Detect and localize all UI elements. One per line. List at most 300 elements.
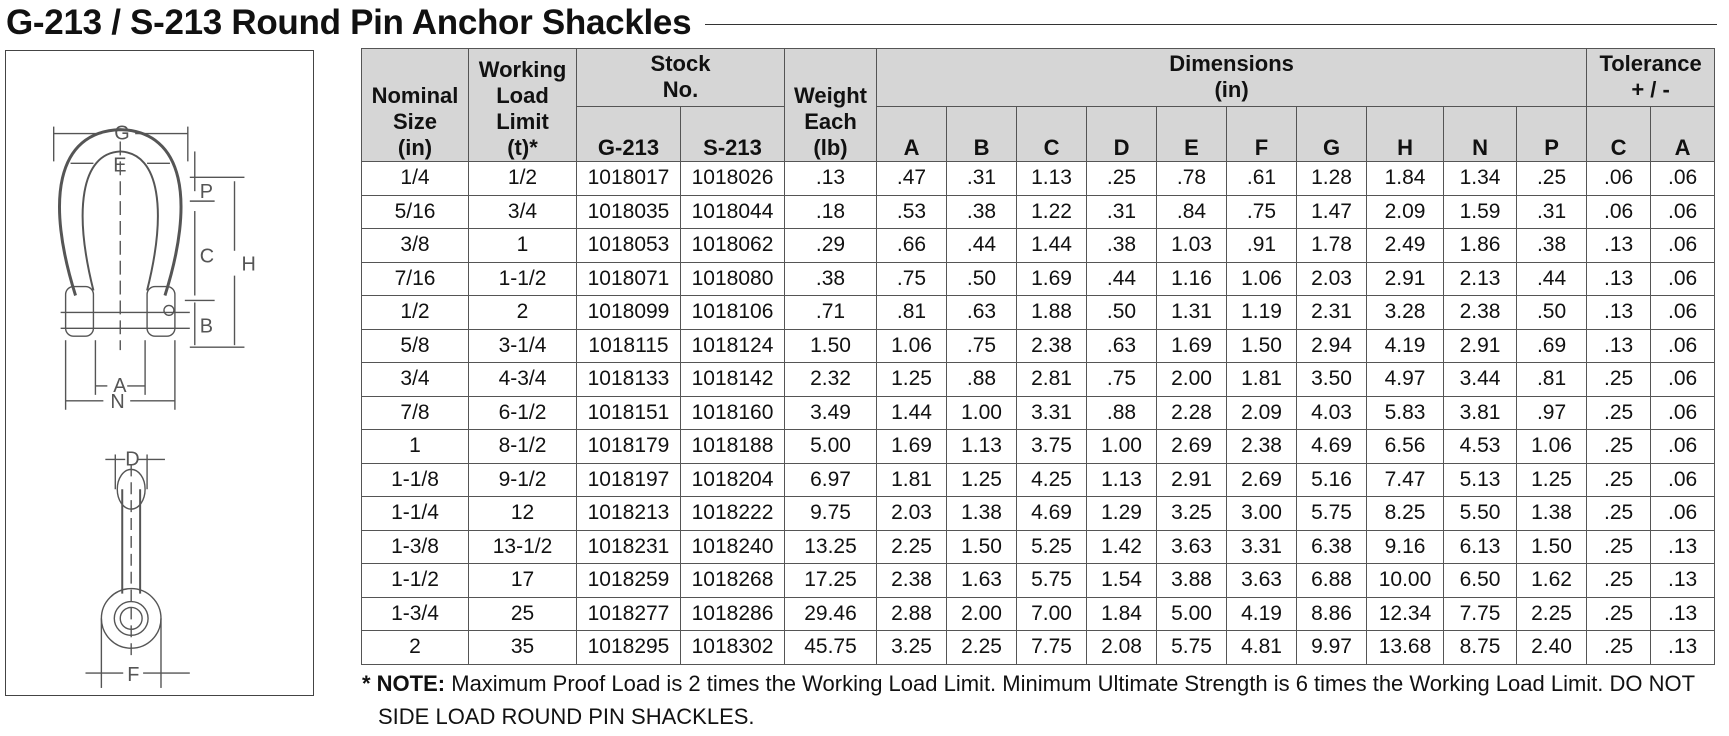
- table-cell: .69: [1517, 329, 1587, 363]
- diagram-label-d: D: [125, 448, 140, 471]
- table-cell: .06: [1651, 463, 1715, 497]
- table-cell: 1.19: [1227, 296, 1297, 330]
- diagram-label-c: C: [199, 245, 215, 268]
- table-cell: 6-1/2: [469, 396, 577, 430]
- table-row: [362, 296, 1715, 330]
- table-cell: 3-1/4: [469, 329, 577, 363]
- table-cell: 3.49: [785, 396, 877, 430]
- table-cell: .13: [1651, 530, 1715, 564]
- table-cell: .84: [1157, 195, 1227, 229]
- table-cell: 2.03: [1297, 262, 1367, 296]
- table-cell: .25: [1587, 396, 1651, 430]
- table-cell: 5.13: [1444, 463, 1517, 497]
- col-dim-f: F: [1227, 107, 1297, 162]
- table-cell: .06: [1651, 430, 1715, 464]
- table-cell: 1018277: [577, 597, 681, 631]
- table-cell: .25: [1587, 463, 1651, 497]
- table-cell: 25: [469, 597, 577, 631]
- table-cell: 1018099: [577, 296, 681, 330]
- table-cell: .13: [785, 162, 877, 196]
- table-cell: .06: [1651, 229, 1715, 263]
- col-dim-a: A: [877, 107, 947, 162]
- table-cell: 1.54: [1087, 564, 1157, 598]
- table-cell: 2.03: [877, 497, 947, 531]
- table-cell: 1/2: [362, 296, 469, 330]
- table-cell: 1-1/4: [362, 497, 469, 531]
- shackle-diagram: [5, 50, 314, 696]
- table-row: [362, 162, 1715, 196]
- table-cell: 4.19: [1367, 329, 1444, 363]
- table-cell: .38: [947, 195, 1017, 229]
- table-cell: 1.78: [1297, 229, 1367, 263]
- table-cell: 2.09: [1227, 396, 1297, 430]
- table-cell: 1.16: [1157, 262, 1227, 296]
- table-cell: 1.03: [1157, 229, 1227, 263]
- table-cell: 2.09: [1367, 195, 1444, 229]
- col-dim-n: N: [1444, 107, 1517, 162]
- table-cell: .25: [1517, 162, 1587, 196]
- col-dim-c: C: [1017, 107, 1087, 162]
- table-row: [362, 597, 1715, 631]
- diagram-label-f: F: [127, 663, 140, 686]
- table-cell: 2.28: [1157, 396, 1227, 430]
- table-cell: 1.62: [1517, 564, 1587, 598]
- table-cell: 13-1/2: [469, 530, 577, 564]
- table-cell: 1.84: [1087, 597, 1157, 631]
- table-cell: .25: [1587, 564, 1651, 598]
- shackle-drawing: [6, 51, 313, 695]
- table-cell: 1: [469, 229, 577, 263]
- table-cell: .25: [1587, 530, 1651, 564]
- table-cell: 2.38: [1444, 296, 1517, 330]
- title-rule: [705, 24, 1717, 25]
- table-cell: 1-1/2: [362, 564, 469, 598]
- table-cell: 1.47: [1297, 195, 1367, 229]
- diagram-label-h: H: [241, 253, 256, 276]
- table-cell: 2.00: [947, 597, 1017, 631]
- table-cell: 1018188: [681, 430, 785, 464]
- table-cell: 8-1/2: [469, 430, 577, 464]
- table-cell: 2.88: [877, 597, 947, 631]
- table-body: [362, 162, 1715, 665]
- table-row: [362, 530, 1715, 564]
- table-cell: .50: [1087, 296, 1157, 330]
- table-cell: .66: [877, 229, 947, 263]
- table-cell: 6.13: [1444, 530, 1517, 564]
- table-cell: 2.25: [1517, 597, 1587, 631]
- table-cell: 1018302: [681, 631, 785, 665]
- table-cell: 4.69: [1297, 430, 1367, 464]
- table-cell: 3.25: [877, 631, 947, 665]
- table-cell: 1.59: [1444, 195, 1517, 229]
- table-cell: 1.38: [947, 497, 1017, 531]
- table-cell: 1.25: [947, 463, 1017, 497]
- table-row: [362, 229, 1715, 263]
- table-cell: .88: [947, 363, 1017, 397]
- table-cell: 1-3/8: [362, 530, 469, 564]
- table-cell: 2.40: [1517, 631, 1587, 665]
- table-cell: 1.84: [1367, 162, 1444, 196]
- table-cell: 7.75: [1017, 631, 1087, 665]
- table-cell: .81: [1517, 363, 1587, 397]
- table-cell: 1018259: [577, 564, 681, 598]
- table-cell: 5.75: [1017, 564, 1087, 598]
- table-cell: 10.00: [1367, 564, 1444, 598]
- table-cell: 1.13: [947, 430, 1017, 464]
- table-cell: .38: [785, 262, 877, 296]
- table-cell: 7.00: [1017, 597, 1087, 631]
- table-cell: 35: [469, 631, 577, 665]
- table-cell: .31: [947, 162, 1017, 196]
- col-dim-b: B: [947, 107, 1017, 162]
- table-row: [362, 329, 1715, 363]
- table-cell: 6.56: [1367, 430, 1444, 464]
- table-cell: 9.97: [1297, 631, 1367, 665]
- table-cell: 2.08: [1087, 631, 1157, 665]
- table-cell: 6.50: [1444, 564, 1517, 598]
- table-cell: 29.46: [785, 597, 877, 631]
- table-cell: 17.25: [785, 564, 877, 598]
- table-cell: 2.31: [1297, 296, 1367, 330]
- table-row: [362, 430, 1715, 464]
- table-cell: 1.31: [1157, 296, 1227, 330]
- table-cell: 8.25: [1367, 497, 1444, 531]
- title-row: [0, 0, 1729, 46]
- table-cell: 1.63: [947, 564, 1017, 598]
- table-cell: 1.06: [1517, 430, 1587, 464]
- table-cell: 4.03: [1297, 396, 1367, 430]
- col-s213: S-213: [681, 107, 785, 162]
- table-cell: 3.28: [1367, 296, 1444, 330]
- footnote: [362, 667, 1712, 733]
- table-cell: 3/4: [469, 195, 577, 229]
- table-header: [362, 49, 1715, 162]
- table-cell: 12: [469, 497, 577, 531]
- table-cell: .75: [877, 262, 947, 296]
- table-cell: .13: [1587, 296, 1651, 330]
- table-cell: 1.50: [1227, 329, 1297, 363]
- table-cell: 1-1/8: [362, 463, 469, 497]
- table-cell: .25: [1587, 497, 1651, 531]
- table-cell: 3.31: [1017, 396, 1087, 430]
- table-cell: 9-1/2: [469, 463, 577, 497]
- table-cell: 1018268: [681, 564, 785, 598]
- table-cell: 1-1/2: [469, 262, 577, 296]
- table-cell: 1.06: [877, 329, 947, 363]
- table-cell: 3.31: [1227, 530, 1297, 564]
- table-cell: 2.38: [1017, 329, 1087, 363]
- table-cell: 5.00: [1157, 597, 1227, 631]
- diagram-label-e: E: [113, 154, 127, 177]
- note-label: * NOTE:: [362, 671, 446, 696]
- table-cell: 2.38: [1227, 430, 1297, 464]
- table-cell: 1.13: [1087, 463, 1157, 497]
- table-cell: 2.49: [1367, 229, 1444, 263]
- table-cell: 4.25: [1017, 463, 1087, 497]
- table-cell: 8.75: [1444, 631, 1517, 665]
- table-cell: .18: [785, 195, 877, 229]
- table-cell: 1.22: [1017, 195, 1087, 229]
- col-tolerance: Tolerance + / -: [1587, 49, 1715, 107]
- col-dimensions: Dimensions (in): [877, 49, 1587, 107]
- table-cell: 3.81: [1444, 396, 1517, 430]
- table-cell: .25: [1587, 631, 1651, 665]
- table-row: [362, 363, 1715, 397]
- table-cell: 4.19: [1227, 597, 1297, 631]
- table-row: [362, 396, 1715, 430]
- table-cell: 3.75: [1017, 430, 1087, 464]
- table-cell: 4.69: [1017, 497, 1087, 531]
- table-cell: .25: [1587, 597, 1651, 631]
- table-cell: 1018071: [577, 262, 681, 296]
- diagram-label-n: N: [110, 390, 125, 413]
- table-cell: 1018179: [577, 430, 681, 464]
- col-g213: G-213: [577, 107, 681, 162]
- table-cell: .25: [1587, 363, 1651, 397]
- table-cell: 3.50: [1297, 363, 1367, 397]
- table-cell: .06: [1587, 162, 1651, 196]
- table-cell: 1018017: [577, 162, 681, 196]
- table-row: [362, 195, 1715, 229]
- table-cell: 4.81: [1227, 631, 1297, 665]
- table-cell: 2.69: [1157, 430, 1227, 464]
- table-cell: .13: [1587, 329, 1651, 363]
- table-cell: .91: [1227, 229, 1297, 263]
- table-cell: 9.75: [785, 497, 877, 531]
- table-cell: .44: [1517, 262, 1587, 296]
- table-cell: 7.47: [1367, 463, 1444, 497]
- table-cell: 3/4: [362, 363, 469, 397]
- table-cell: 1.88: [1017, 296, 1087, 330]
- col-dim-p: P: [1517, 107, 1587, 162]
- table-cell: 1.44: [1017, 229, 1087, 263]
- table-cell: .29: [785, 229, 877, 263]
- table-cell: 1.34: [1444, 162, 1517, 196]
- table-cell: 5.16: [1297, 463, 1367, 497]
- table-cell: 13.68: [1367, 631, 1444, 665]
- table-cell: 1.69: [1017, 262, 1087, 296]
- table-cell: .75: [1227, 195, 1297, 229]
- col-dim-e: E: [1157, 107, 1227, 162]
- table-cell: 2.00: [1157, 363, 1227, 397]
- table-cell: 1.44: [877, 396, 947, 430]
- table-cell: 2.91: [1367, 262, 1444, 296]
- table-cell: .06: [1651, 396, 1715, 430]
- table-cell: .88: [1087, 396, 1157, 430]
- table-row: [362, 564, 1715, 598]
- table-cell: 8.86: [1297, 597, 1367, 631]
- table-cell: 7/8: [362, 396, 469, 430]
- table-cell: 5.25: [1017, 530, 1087, 564]
- table-cell: 1018295: [577, 631, 681, 665]
- table-cell: 1-3/4: [362, 597, 469, 631]
- table-cell: .63: [1087, 329, 1157, 363]
- col-dim-h: H: [1367, 107, 1444, 162]
- table-cell: 4.97: [1367, 363, 1444, 397]
- table-cell: 3.63: [1227, 564, 1297, 598]
- table-cell: 2.91: [1157, 463, 1227, 497]
- table-cell: .06: [1651, 497, 1715, 531]
- table-cell: 1018160: [681, 396, 785, 430]
- table-cell: 6.38: [1297, 530, 1367, 564]
- table-cell: 1.25: [877, 363, 947, 397]
- table-cell: 3.44: [1444, 363, 1517, 397]
- table-cell: 2: [362, 631, 469, 665]
- diagram-label-g: G: [114, 122, 130, 145]
- table-cell: 5/16: [362, 195, 469, 229]
- table-cell: 1.06: [1227, 262, 1297, 296]
- col-tol-c: C: [1587, 107, 1651, 162]
- table-row: [362, 463, 1715, 497]
- table-cell: .06: [1651, 162, 1715, 196]
- table-cell: 1: [362, 430, 469, 464]
- diagram-label-b: B: [199, 315, 213, 338]
- table-cell: 2.25: [947, 631, 1017, 665]
- table-cell: 1.28: [1297, 162, 1367, 196]
- col-tol-a: A: [1651, 107, 1715, 162]
- table-cell: 3.25: [1157, 497, 1227, 531]
- table-cell: .13: [1587, 229, 1651, 263]
- table-cell: 1.81: [1227, 363, 1297, 397]
- table-cell: .13: [1651, 631, 1715, 665]
- diagram-label-p: P: [199, 181, 213, 204]
- table-cell: .13: [1651, 564, 1715, 598]
- table-cell: .50: [947, 262, 1017, 296]
- table-cell: 2.69: [1227, 463, 1297, 497]
- table-cell: 2.81: [1017, 363, 1087, 397]
- table-cell: .75: [947, 329, 1017, 363]
- table-cell: 2.25: [877, 530, 947, 564]
- table-cell: 1018151: [577, 396, 681, 430]
- table-cell: 3.88: [1157, 564, 1227, 598]
- table-cell: 1.81: [877, 463, 947, 497]
- table-cell: 2.13: [1444, 262, 1517, 296]
- table-cell: 5.83: [1367, 396, 1444, 430]
- table-cell: 2.32: [785, 363, 877, 397]
- table-cell: 1018133: [577, 363, 681, 397]
- table-cell: .44: [947, 229, 1017, 263]
- table-cell: .31: [1517, 195, 1587, 229]
- table-cell: 1.00: [947, 396, 1017, 430]
- col-weight-each: Weight Each (lb): [785, 49, 877, 162]
- table-cell: 1018106: [681, 296, 785, 330]
- table-cell: 1.69: [877, 430, 947, 464]
- table-cell: 6.88: [1297, 564, 1367, 598]
- table-cell: 45.75: [785, 631, 877, 665]
- table-cell: .13: [1587, 262, 1651, 296]
- col-nominal-size: Nominal Size (in): [362, 49, 469, 162]
- table-cell: .06: [1651, 195, 1715, 229]
- table-cell: .31: [1087, 195, 1157, 229]
- shackle-spec-table: [361, 48, 1715, 665]
- table-cell: .06: [1651, 363, 1715, 397]
- table-cell: 1018035: [577, 195, 681, 229]
- col-dim-g: G: [1297, 107, 1367, 162]
- table-cell: 1/4: [362, 162, 469, 196]
- note-text-line2: SIDE LOAD ROUND PIN SHACKLES.: [378, 704, 755, 729]
- table-row: [362, 631, 1715, 665]
- table-cell: 1018197: [577, 463, 681, 497]
- table-cell: .25: [1087, 162, 1157, 196]
- table-cell: 1018222: [681, 497, 785, 531]
- table-cell: 1.13: [1017, 162, 1087, 196]
- col-dim-d: D: [1087, 107, 1157, 162]
- table-cell: 5.75: [1157, 631, 1227, 665]
- table-cell: 1018080: [681, 262, 785, 296]
- table-cell: .78: [1157, 162, 1227, 196]
- table-cell: 1.50: [1517, 530, 1587, 564]
- table-cell: 5.50: [1444, 497, 1517, 531]
- table-cell: 1018124: [681, 329, 785, 363]
- table-cell: .47: [877, 162, 947, 196]
- table-cell: .06: [1587, 195, 1651, 229]
- table-cell: 1018240: [681, 530, 785, 564]
- table-cell: 1.38: [1517, 497, 1587, 531]
- table-cell: 1/2: [469, 162, 577, 196]
- table-cell: 1.29: [1087, 497, 1157, 531]
- table-cell: .61: [1227, 162, 1297, 196]
- table-cell: 1.69: [1157, 329, 1227, 363]
- table-cell: .71: [785, 296, 877, 330]
- table-cell: 3.00: [1227, 497, 1297, 531]
- table-cell: 9.16: [1367, 530, 1444, 564]
- table-cell: 1018204: [681, 463, 785, 497]
- table-cell: 1018115: [577, 329, 681, 363]
- table-cell: 1018231: [577, 530, 681, 564]
- table-cell: 5/8: [362, 329, 469, 363]
- table-row: [362, 262, 1715, 296]
- note-text-line1: Maximum Proof Load is 2 times the Working Load Limit. Minimum Ultimate Strength is 6 times the Working Load Limit. DO NOT: [445, 671, 1696, 696]
- table-cell: 1018044: [681, 195, 785, 229]
- table-cell: 1.25: [1517, 463, 1587, 497]
- table-cell: .13: [1651, 597, 1715, 631]
- table-cell: 4-3/4: [469, 363, 577, 397]
- table-cell: 13.25: [785, 530, 877, 564]
- table-cell: 1.00: [1087, 430, 1157, 464]
- table-cell: 4.53: [1444, 430, 1517, 464]
- table-cell: 1018026: [681, 162, 785, 196]
- table-cell: 17: [469, 564, 577, 598]
- table-cell: .38: [1517, 229, 1587, 263]
- table-cell: .50: [1517, 296, 1587, 330]
- table-cell: 1.50: [785, 329, 877, 363]
- table-cell: 1.42: [1087, 530, 1157, 564]
- table-cell: 6.97: [785, 463, 877, 497]
- table-cell: 1.50: [947, 530, 1017, 564]
- table-cell: 1.86: [1444, 229, 1517, 263]
- table-cell: 2.38: [877, 564, 947, 598]
- table-cell: .81: [877, 296, 947, 330]
- table-cell: .53: [877, 195, 947, 229]
- table-cell: 2.91: [1444, 329, 1517, 363]
- table-cell: 1018053: [577, 229, 681, 263]
- table-cell: .97: [1517, 396, 1587, 430]
- page-title: G-213 / S-213 Round Pin Anchor Shackles: [6, 3, 692, 42]
- col-stock-no: Stock No.: [577, 49, 785, 107]
- table-cell: .44: [1087, 262, 1157, 296]
- table-cell: .06: [1651, 296, 1715, 330]
- table-cell: .63: [947, 296, 1017, 330]
- table-cell: 1018142: [681, 363, 785, 397]
- table-cell: 1018213: [577, 497, 681, 531]
- table-cell: 3/8: [362, 229, 469, 263]
- table-cell: 12.34: [1367, 597, 1444, 631]
- table-cell: 5.00: [785, 430, 877, 464]
- table-cell: .25: [1587, 430, 1651, 464]
- table-cell: 7.75: [1444, 597, 1517, 631]
- col-working-load-limit: Working Load Limit (t)*: [469, 49, 577, 162]
- table-cell: 2.94: [1297, 329, 1367, 363]
